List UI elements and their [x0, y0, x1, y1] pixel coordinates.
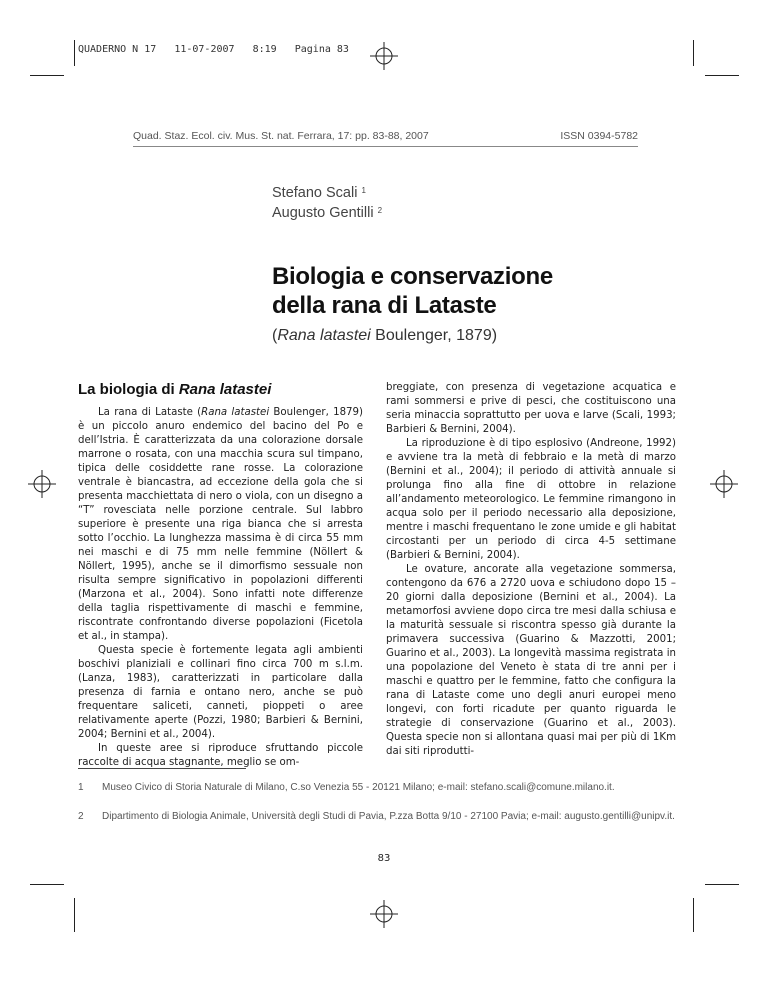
paragraph: Le ovature, ancorate alla vegetazione sommersa, contengono da 676 a 2720 uova e schiudono dopo 15 –20 giorni dalla deposizione (Bernini et al., 2004). La metamorfosi avviene dopo circa tre mesi dalla schiusa e la maturità sessuale si riscontra spesso già durante la primavera successiva (Guarino & Mazzotti, 2001; Guarino et al., 2003). La longevità massima registrata in una popolazione del Veneto è stata di tre anni per i maschi e quattro per le femmine, fatto che configura la rana di Lataste come uno degli anuri europei meno longevi, con forti ricadute per quanto riguarda le strategie di conservazione (Guarino et al., 2003). Questa specie non si allontana quasi mai per più di 1Km dai siti riprodutti-	[386, 564, 676, 757]
crop-mark	[30, 75, 64, 76]
footnote	[78, 810, 678, 823]
author	[272, 202, 382, 222]
title-line: della rana di Lataste	[272, 292, 497, 319]
footnote-number: 2	[78, 811, 84, 822]
registration-mark-right	[710, 470, 738, 498]
crop-mark	[74, 898, 75, 932]
header-rule	[133, 146, 638, 147]
crop-mark	[30, 884, 64, 885]
author-name: Stefano Scali	[272, 185, 358, 201]
paragraph: In queste aree si riproduce sfruttando piccole raccolte di acqua stagnante, meglio se om-	[78, 743, 363, 768]
footnote-text: Dipartimento di Biologia Animale, Università degli Studi di Pavia, P.zza Botta 9/10 - 27100 Pavia; e-mail: augusto.gentilli@unipv.it.	[102, 811, 675, 822]
paragraph: Questa specie è fortemente legata agli ambienti boschivi planiziali e collinari fino circa 700 m s.l.m. (Lanza, 1983), caratterizzati in particolare dalla presenza di farnia e ontano nero, anche se può frequentare saliceti, canneti, pioppeti o aree relativamente aperte (Pozzi, 1980; Barbieri & Bernini, 2004; Bernini et al., 2004).	[78, 645, 363, 740]
title-line: Biologia e conservazione	[272, 263, 553, 290]
printer-slug: QUADERNO N 17 11-07-2007 8:19 Pagina 83	[78, 44, 349, 55]
species-name: Rana latastei	[277, 327, 371, 344]
species-name: Rana latastei	[178, 381, 272, 398]
subtitle-authority: Boulenger, 1879)	[370, 327, 498, 344]
crop-mark	[693, 40, 694, 66]
author	[272, 182, 382, 202]
footnote	[78, 781, 678, 794]
section-heading-text: La biologia di	[78, 381, 179, 398]
crop-mark	[705, 75, 739, 76]
footnote-rule	[78, 768, 246, 769]
paragraph: La riproduzione è di tipo esplosivo (Andreone, 1992) e avviene tra la metà di febbraio e la metà di marzo (Bernini et al., 2004); il periodo di attività annuale si prolunga fino alla fine di ottobre in relazione all’andamento meteorologico. Le femmine rimangono in acqua solo per il periodo necessario alla deposizione, mentre i maschi frequentano le zone umide e gli habitat circostanti per un periodo di circa 4-5 settimane (Barbieri & Bernini, 2004).	[386, 438, 676, 561]
registration-mark-left	[28, 470, 56, 498]
section-heading	[78, 381, 271, 398]
page-number: 83	[377, 853, 391, 864]
paragraph: breggiate, con presenza di vegetazione acquatica e rami sommersi e prive di pesci, che costituiscono una seria minaccia soprattutto per uova e larve (Scali, 1993; Barbieri & Bernini, 2004).	[386, 382, 676, 435]
author-affiliation-mark: 2	[377, 206, 383, 215]
registration-mark-bottom	[370, 900, 398, 928]
footnote-number: 1	[78, 782, 84, 793]
species-name: Rana latastei	[201, 407, 270, 418]
crop-mark	[74, 40, 75, 66]
paragraph-text: Boulenger, 1879) è un piccolo anuro endemico del bacino del Po e dell’Istria. È caratterizzata da una colorazione dorsale marrone o rosata, con una macchia scura sul timpano, tipica delle cosiddette rane rosse. La colorazione ventrale è biancastra, ad eccezione della gola che si presenta macchiettata di nero o viola, con un disegno a “T” rovesciata nelle porzione centrale. Sul labbro superiore è presente una riga bianca che si arresta sotto l’occhio. La lunghezza massima è di circa 55 mm nei maschi e di 75 mm nelle femmine (Nöllert & Nöllert, 1995), anche se il dimorfismo sessuale non risulta sempre significativo in popolazioni differenti (Marzona et al., 2004). Sono infatti note differenze della taglia rispettivamente di maschi e femmine, riscontrate confrontando diverse popolazioni (Ficetola et al., in stampa).	[78, 407, 363, 642]
footnote-text: Museo Civico di Storia Naturale di Milano, C.so Venezia 55 - 20121 Milano; e-mail: stefano.scali@comune.milano.it.	[102, 782, 615, 793]
paragraph	[78, 406, 363, 644]
paragraph-text: La rana di Lataste (	[98, 407, 202, 418]
crop-mark	[705, 884, 739, 885]
crop-mark	[693, 898, 694, 932]
author-name: Augusto Gentilli	[272, 205, 374, 221]
issn: ISSN 0394-5782	[560, 130, 638, 142]
registration-mark-top	[370, 42, 398, 70]
subtitle-paren: (	[272, 327, 278, 344]
author-affiliation-mark: 1	[361, 186, 366, 195]
article-title	[272, 262, 553, 320]
author-list	[272, 182, 382, 222]
text-column-left	[78, 406, 363, 770]
article-subtitle	[272, 327, 497, 345]
journal-citation: Quad. Staz. Ecol. civ. Mus. St. nat. Ferrara, 17: pp. 83-88, 2007	[133, 130, 429, 142]
text-column-right	[386, 381, 676, 759]
